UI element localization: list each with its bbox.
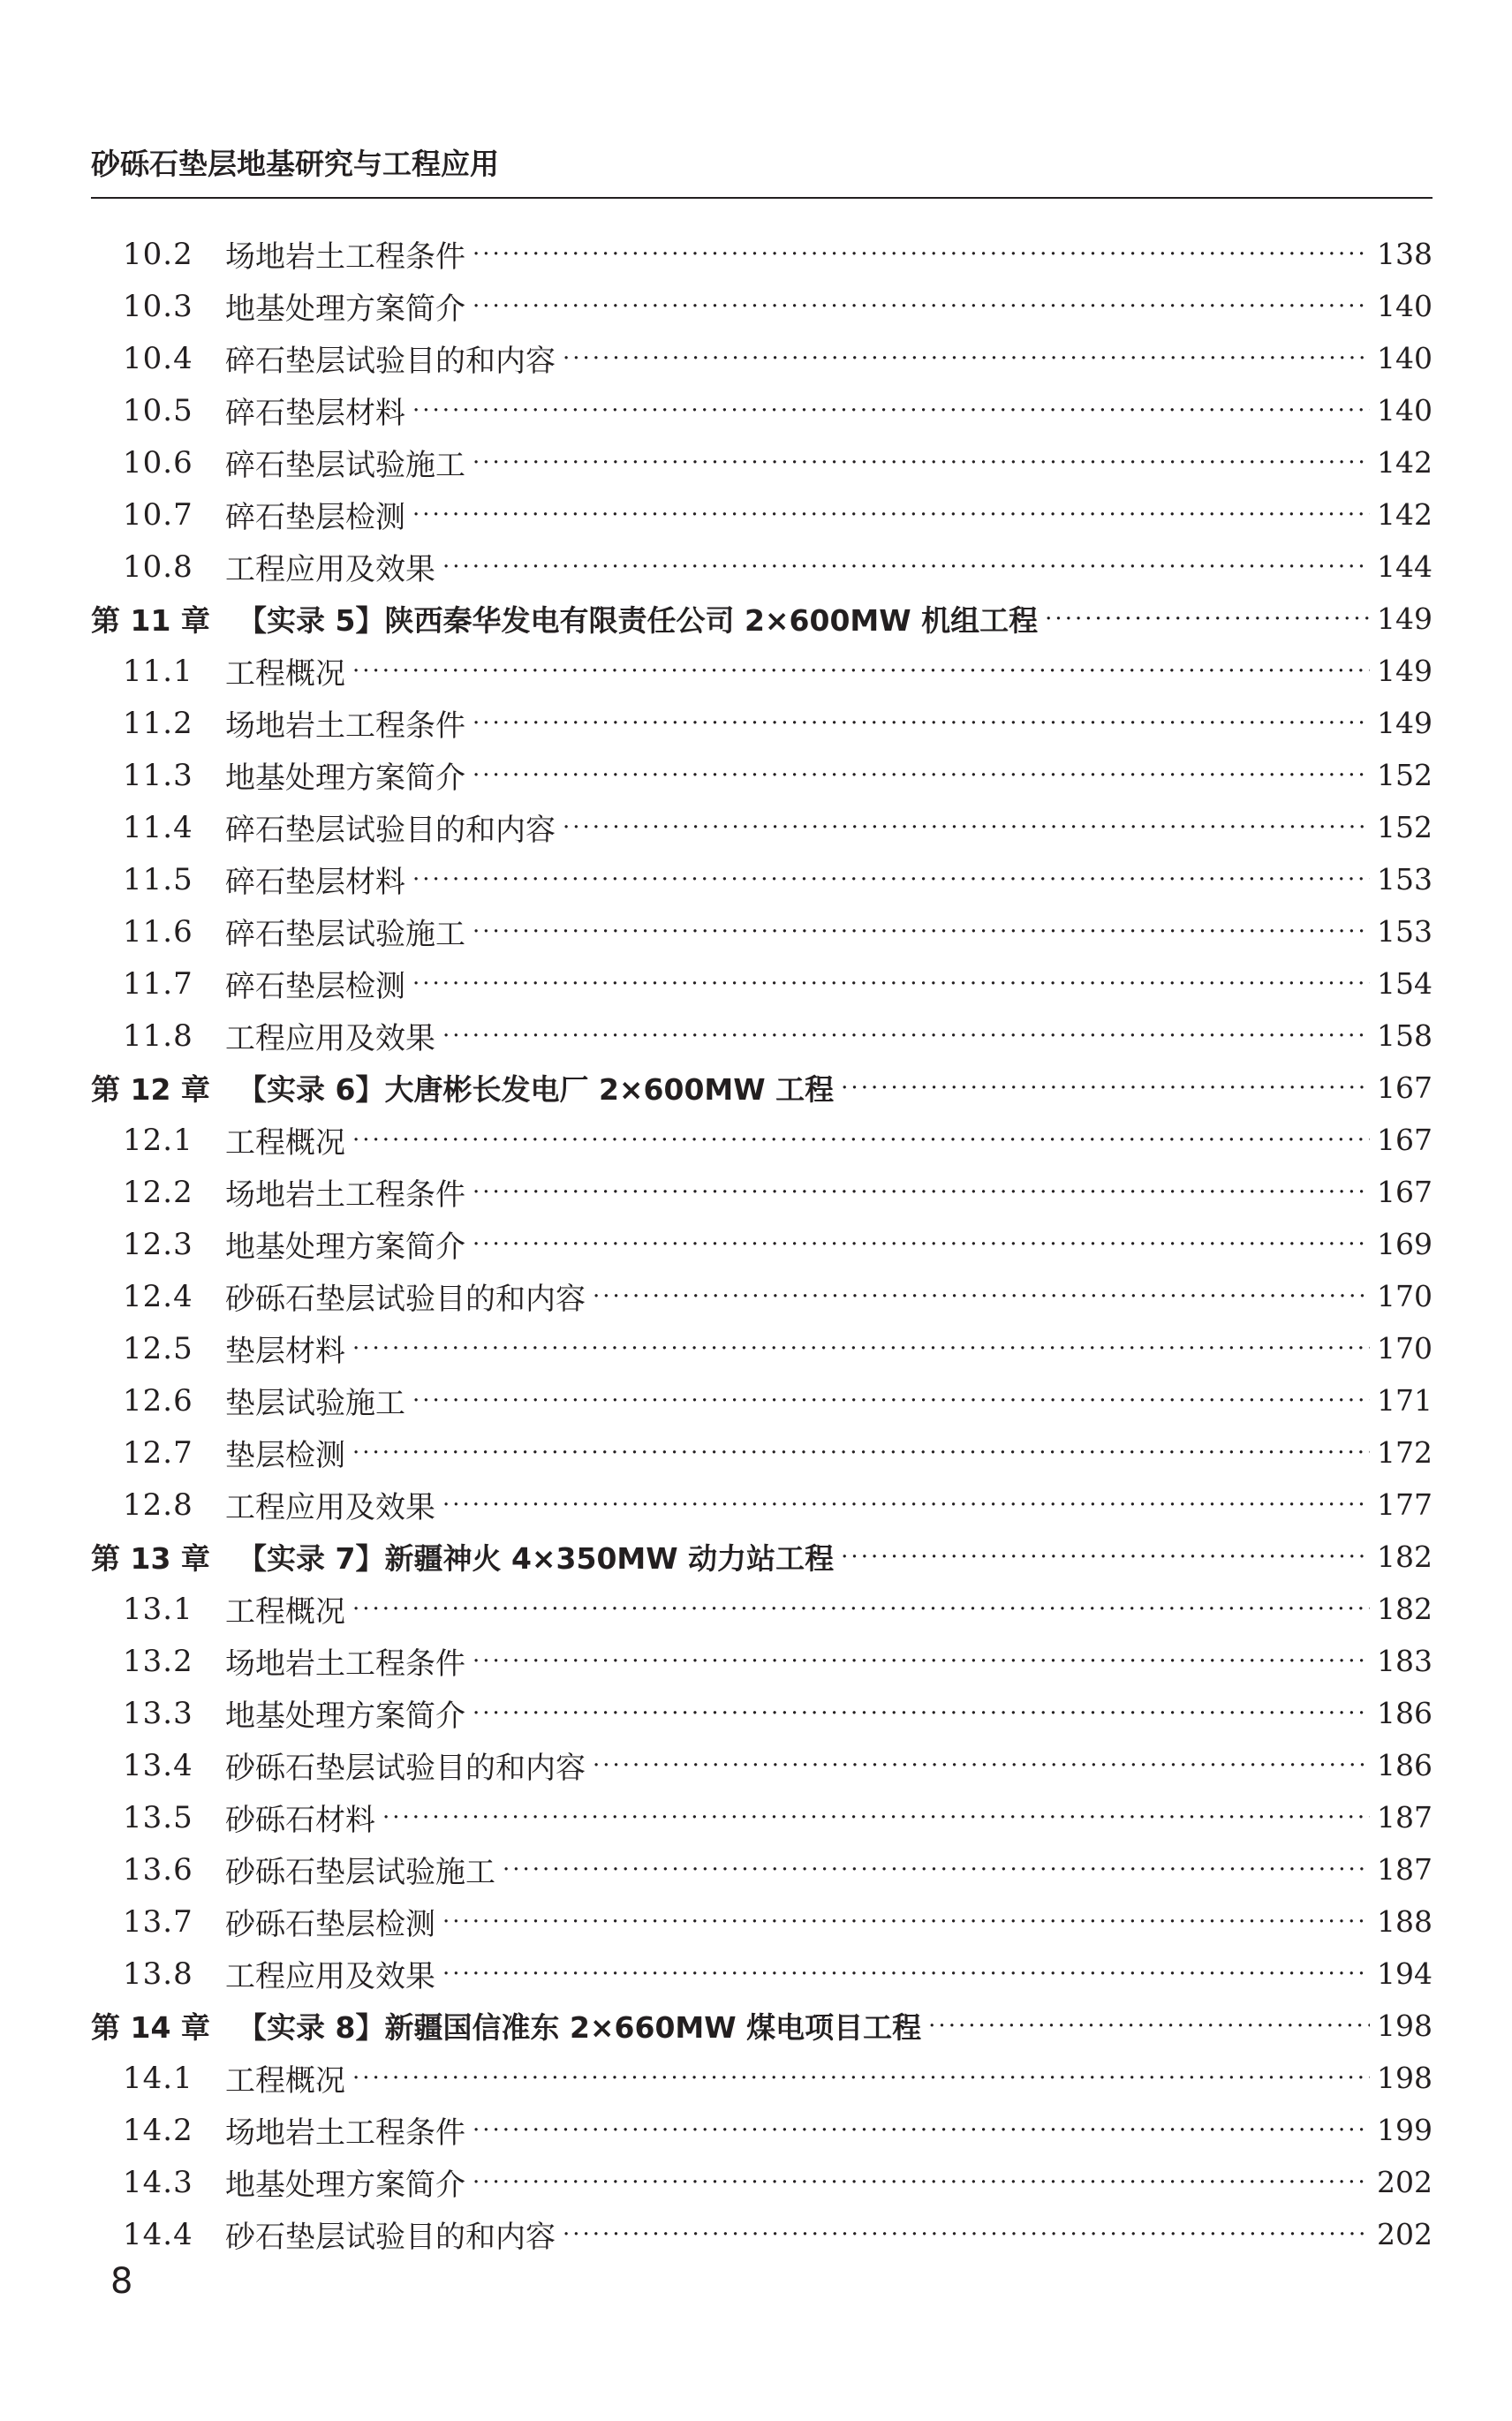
toc-page-number: 152 (1377, 810, 1433, 844)
toc-page-number: 170 (1377, 1279, 1433, 1313)
section-title: 砂砾石垫层试验目的和内容 (225, 1282, 586, 1317)
section-number: 12.4 (123, 1278, 193, 1314)
dot-leader (841, 1544, 1370, 1570)
toc-page-number: 140 (1377, 393, 1433, 427)
dot-leader (503, 1857, 1370, 1883)
toc-chapter-entry[interactable] (91, 2000, 1433, 2052)
toc-page-number: 149 (1377, 706, 1433, 740)
toc-page-number: 152 (1377, 758, 1433, 792)
dot-leader (593, 1752, 1370, 1779)
section-number: 12.3 (123, 1226, 193, 1262)
toc-section-entry[interactable] (91, 332, 1433, 384)
toc-page-number: 182 (1377, 1540, 1433, 1574)
toc-page-number: 188 (1377, 1904, 1433, 1939)
section-number: 10.3 (123, 288, 193, 324)
toc-section-entry[interactable] (91, 541, 1433, 593)
section-title: 工程概况 (225, 1594, 345, 1630)
toc-page-number: 169 (1377, 1227, 1433, 1261)
section-number: 10.2 (123, 236, 193, 272)
section-title: 垫层检测 (225, 1438, 345, 1473)
section-title: 工程应用及效果 (225, 1959, 435, 1994)
toc-section-entry[interactable] (91, 280, 1433, 332)
section-number: 11.7 (123, 965, 193, 1002)
dot-leader (412, 866, 1370, 893)
section-number: 13.8 (123, 1956, 193, 1992)
dot-leader (472, 450, 1370, 476)
dot-leader (412, 1388, 1370, 1414)
section-number: 10.6 (123, 444, 193, 480)
section-number: 14.1 (123, 2060, 193, 2096)
toc-page-number: 154 (1377, 966, 1433, 1001)
section-number: 10.7 (123, 496, 193, 533)
section-number: 12.1 (123, 1122, 193, 1158)
toc-section-entry[interactable] (91, 905, 1433, 957)
dot-leader (472, 1179, 1370, 1206)
section-number: 10.4 (123, 340, 193, 376)
dot-leader (472, 1231, 1370, 1258)
dot-leader (442, 1961, 1370, 1987)
toc-section-entry[interactable] (91, 436, 1433, 488)
toc-page-number: 149 (1377, 601, 1433, 636)
dot-leader (352, 2065, 1370, 2092)
running-header-title: 砂砾石垫层地基研究与工程应用 (91, 147, 499, 181)
dot-leader (442, 554, 1370, 580)
section-number: 13.2 (123, 1643, 193, 1679)
dot-leader (472, 241, 1370, 268)
toc-page-number: 171 (1377, 1383, 1433, 1418)
dot-leader (593, 1283, 1370, 1310)
dot-leader (412, 971, 1370, 997)
section-title: 工程概况 (225, 2063, 345, 2099)
section-title: 工程概况 (225, 656, 345, 692)
section-number: 13.4 (123, 1747, 193, 1783)
section-title: 碎石垫层试验施工 (225, 917, 465, 952)
section-number: 12.2 (123, 1174, 193, 1210)
dot-leader (472, 762, 1370, 789)
toc-section-entry[interactable] (91, 488, 1433, 541)
toc-section-entry[interactable] (91, 749, 1433, 801)
section-title: 场地岩土工程条件 (225, 2115, 465, 2151)
section-title: 砂石垫层试验目的和内容 (225, 2220, 556, 2255)
section-title: 垫层材料 (225, 1334, 345, 1369)
toc-section-entry[interactable] (91, 1791, 1433, 1843)
section-number: 11.2 (123, 705, 193, 741)
toc-page-number: 187 (1377, 1852, 1433, 1887)
section-number: 11.1 (123, 653, 193, 689)
section-number: 13.1 (123, 1591, 193, 1627)
section-title: 场地岩土工程条件 (225, 1177, 465, 1213)
dot-leader (472, 2169, 1370, 2196)
toc-page-number: 142 (1377, 497, 1433, 532)
dot-leader (442, 1909, 1370, 1935)
toc-page-number: 167 (1377, 1071, 1433, 1105)
section-number: 10.5 (123, 392, 193, 428)
toc-section-entry[interactable] (91, 1479, 1433, 1531)
chapter-number: 第 14 章 (91, 2010, 210, 2045)
section-number: 14.3 (123, 2164, 193, 2200)
section-number: 13.3 (123, 1695, 193, 1731)
toc-section-entry[interactable] (91, 2104, 1433, 2156)
section-number: 12.6 (123, 1382, 193, 1419)
chapter-number: 第 11 章 (91, 603, 210, 638)
toc-section-entry[interactable] (91, 1843, 1433, 1895)
dot-leader (442, 1023, 1370, 1049)
toc-section-entry[interactable] (91, 957, 1433, 1010)
toc-page-number: 182 (1377, 1592, 1433, 1626)
section-title: 场地岩土工程条件 (225, 239, 465, 275)
section-title: 碎石垫层试验目的和内容 (225, 344, 556, 379)
dot-leader (928, 2013, 1370, 2039)
toc-page-number: 198 (1377, 2061, 1433, 2095)
toc-page-number: 202 (1377, 2217, 1433, 2251)
dot-leader (412, 502, 1370, 528)
section-number: 12.7 (123, 1434, 193, 1471)
toc-page-number: 140 (1377, 341, 1433, 375)
dot-leader (472, 919, 1370, 945)
section-title: 地基处理方案简介 (225, 2168, 465, 2203)
section-title: 碎石垫层材料 (225, 396, 405, 431)
dot-leader (472, 1700, 1370, 1727)
section-number: 11.5 (123, 861, 193, 897)
section-title: 砂砾石垫层检测 (225, 1907, 435, 1942)
toc-page-number: 194 (1377, 1956, 1433, 1991)
toc-page-number: 142 (1377, 445, 1433, 480)
toc-section-entry[interactable] (91, 697, 1433, 749)
toc-section-entry[interactable] (91, 1687, 1433, 1739)
chapter-title: 【实录 6】大唐彬长发电厂 2×600MW 工程 (238, 1072, 835, 1107)
section-title: 地基处理方案简介 (225, 291, 465, 327)
dot-leader (1045, 606, 1370, 632)
toc-section-entry[interactable] (91, 1114, 1433, 1166)
dot-leader (563, 814, 1370, 841)
section-title: 工程应用及效果 (225, 552, 435, 587)
toc-page-number: 187 (1377, 1800, 1433, 1835)
toc-section-entry[interactable] (91, 801, 1433, 853)
section-number: 13.5 (123, 1799, 193, 1835)
toc-page-number: 186 (1377, 1696, 1433, 1730)
toc-page-number: 167 (1377, 1123, 1433, 1157)
toc-page-number: 144 (1377, 549, 1433, 584)
toc-page-number: 158 (1377, 1018, 1433, 1053)
toc-page-number: 186 (1377, 1748, 1433, 1782)
section-title: 碎石垫层检测 (225, 969, 405, 1004)
toc-section-entry[interactable] (91, 384, 1433, 436)
toc-section-entry[interactable] (91, 1374, 1433, 1426)
toc-section-entry[interactable] (91, 645, 1433, 697)
chapter-number: 第 12 章 (91, 1072, 210, 1107)
toc-section-entry[interactable] (91, 1583, 1433, 1635)
section-title: 垫层试验施工 (225, 1386, 405, 1421)
section-title: 碎石垫层材料 (225, 865, 405, 900)
toc-page-number: 167 (1377, 1175, 1433, 1209)
toc-section-entry[interactable] (91, 1948, 1433, 2000)
toc-section-entry[interactable] (91, 1166, 1433, 1218)
section-number: 11.6 (123, 913, 193, 949)
toc-chapter-entry[interactable] (91, 593, 1433, 645)
section-number: 14.4 (123, 2216, 193, 2252)
section-title: 工程应用及效果 (225, 1490, 435, 1525)
section-title: 碎石垫层试验目的和内容 (225, 813, 556, 848)
section-number: 11.3 (123, 757, 193, 793)
dot-leader (352, 1335, 1370, 1362)
section-number: 10.8 (123, 549, 193, 585)
toc-section-entry[interactable] (91, 1010, 1433, 1062)
section-title: 工程应用及效果 (225, 1021, 435, 1056)
toc-page-number: 202 (1377, 2165, 1433, 2199)
toc-page-number: 183 (1377, 1644, 1433, 1678)
toc-section-entry[interactable] (91, 1739, 1433, 1791)
toc-section-entry[interactable] (91, 1426, 1433, 1479)
dot-leader (563, 345, 1370, 372)
section-title: 地基处理方案简介 (225, 760, 465, 796)
dot-leader (841, 1075, 1370, 1101)
section-title: 砂砾石垫层试验目的和内容 (225, 1751, 586, 1786)
chapter-title: 【实录 5】陕西秦华发电有限责任公司 2×600MW 机组工程 (238, 603, 1039, 638)
toc-page-number: 138 (1377, 237, 1433, 271)
section-title: 场地岩土工程条件 (225, 1646, 465, 1682)
dot-leader (352, 1596, 1370, 1623)
section-number: 13.7 (123, 1903, 193, 1940)
section-title: 碎石垫层试验施工 (225, 448, 465, 483)
dot-leader (442, 1492, 1370, 1518)
section-number: 12.5 (123, 1330, 193, 1366)
dot-leader (352, 1127, 1370, 1154)
toc-section-entry[interactable] (91, 1635, 1433, 1687)
dot-leader (472, 2117, 1370, 2144)
chapter-number: 第 13 章 (91, 1541, 210, 1576)
toc-section-entry[interactable] (91, 2208, 1433, 2260)
section-title: 地基处理方案简介 (225, 1229, 465, 1265)
toc-page-number: 153 (1377, 862, 1433, 897)
toc-page-number: 172 (1377, 1435, 1433, 1470)
toc-section-entry[interactable] (91, 853, 1433, 905)
toc-section-entry[interactable] (91, 1895, 1433, 1948)
toc-chapter-entry[interactable] (91, 1531, 1433, 1583)
section-number: 12.8 (123, 1487, 193, 1523)
dot-leader (472, 293, 1370, 320)
section-title: 工程概况 (225, 1125, 345, 1161)
toc-chapter-entry[interactable] (91, 1062, 1433, 1114)
section-number: 13.6 (123, 1851, 193, 1888)
section-title: 碎石垫层检测 (225, 500, 405, 535)
toc-section-entry[interactable] (91, 1270, 1433, 1322)
toc-section-entry[interactable] (91, 1322, 1433, 1374)
header-divider (91, 197, 1433, 199)
dot-leader (563, 2221, 1370, 2248)
toc-section-entry[interactable] (91, 1218, 1433, 1270)
page-number: 8 (110, 2261, 133, 2302)
toc-page-number: 177 (1377, 1487, 1433, 1522)
toc-section-entry[interactable] (91, 2156, 1433, 2208)
section-number: 14.2 (123, 2112, 193, 2148)
table-of-contents (91, 228, 1433, 2260)
toc-page-number: 149 (1377, 654, 1433, 688)
dot-leader (472, 710, 1370, 737)
toc-page-number: 170 (1377, 1331, 1433, 1366)
chapter-title: 【实录 8】新疆国信准东 2×660MW 煤电项目工程 (238, 2010, 922, 2045)
toc-page-number: 199 (1377, 2113, 1433, 2147)
dot-leader (472, 1648, 1370, 1675)
section-title: 砂砾石材料 (225, 1803, 375, 1838)
toc-section-entry[interactable] (91, 2052, 1433, 2104)
section-title: 场地岩土工程条件 (225, 708, 465, 744)
section-title: 地基处理方案简介 (225, 1698, 465, 1734)
dot-leader (352, 1440, 1370, 1466)
toc-page-number: 140 (1377, 289, 1433, 323)
dot-leader (412, 397, 1370, 424)
section-number: 11.4 (123, 809, 193, 845)
dot-leader (352, 658, 1370, 685)
dot-leader (382, 1804, 1370, 1831)
section-number: 11.8 (123, 1018, 193, 1054)
chapter-title: 【实录 7】新疆神火 4×350MW 动力站工程 (238, 1541, 835, 1576)
toc-page-number: 153 (1377, 914, 1433, 949)
section-title: 砂砾石垫层试验施工 (225, 1855, 495, 1890)
toc-page-number: 198 (1377, 2009, 1433, 2043)
toc-section-entry[interactable] (91, 228, 1433, 280)
